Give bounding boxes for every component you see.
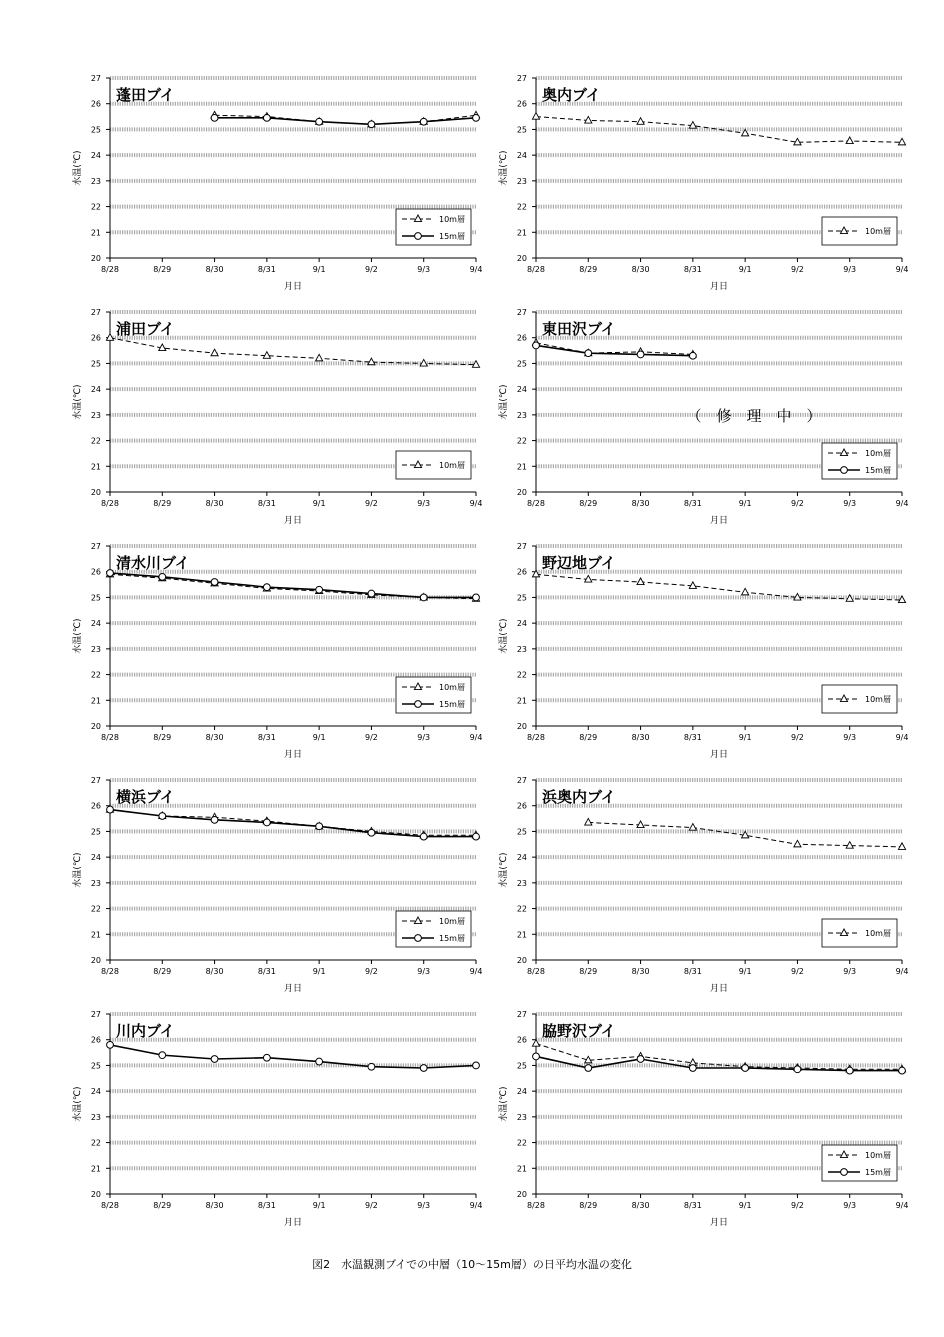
chart-3-x-tick-label: 9/1 [312, 499, 326, 508]
chart-2-legend-label: 10m層 [865, 227, 891, 236]
chart-5-y-tick-label: 26 [90, 567, 101, 577]
chart-1-y-tick-label: 22 [90, 202, 101, 212]
chart-9-x-tick-label: 9/3 [417, 1201, 431, 1210]
chart-1-y-tick-label: 26 [90, 99, 101, 109]
chart-2-x-tick-label: 8/29 [579, 265, 598, 274]
chart-7-y-tick-label: 26 [90, 801, 101, 811]
chart-4-y-tick-label: 23 [516, 410, 527, 420]
chart-1-legend-marker [415, 233, 422, 240]
chart-2-series-1-point [689, 122, 696, 129]
chart-7-legend-marker [415, 935, 422, 942]
chart-4-y-tick-label: 20 [516, 488, 527, 497]
chart-1-y-axis-label: 水温(℃) [73, 150, 83, 186]
chart-4-x-tick-label: 9/2 [790, 499, 804, 508]
chart-3-x-axis-label: 月日 [283, 516, 303, 526]
chart-10-x-axis-label: 月日 [709, 1218, 729, 1228]
chart-3-y-tick-label: 24 [90, 385, 101, 395]
chart-9-y-tick-label: 21 [90, 1164, 101, 1174]
chart-3-y-tick-label: 22 [90, 436, 101, 446]
chart-5-series-2-point [420, 594, 427, 601]
chart-9-y-tick-label: 27 [90, 1010, 101, 1019]
chart-10-title: 脇野沢ブイ [542, 1022, 616, 1040]
chart-2-y-tick-label: 22 [516, 202, 527, 212]
chart-1-series-2-point [368, 121, 375, 128]
chart-9-y-tick-label: 20 [90, 1190, 101, 1199]
chart-8-y-tick-label: 20 [516, 956, 527, 965]
chart-5-x-tick-label: 8/31 [257, 733, 276, 742]
chart-2-x-axis-label: 月日 [709, 282, 729, 292]
chart-1-y-tick-label: 23 [90, 176, 101, 186]
chart-4-legend-label: 15m層 [865, 466, 891, 475]
chart-2-y-tick-label: 24 [516, 151, 527, 161]
chart-6-x-tick-label: 8/31 [683, 733, 702, 742]
chart-6-y-axis-label: 水温(℃) [499, 618, 509, 654]
chart-10-x-tick-label: 8/29 [579, 1201, 598, 1210]
chart-8-x-tick-label: 8/31 [683, 967, 702, 976]
chart-8-series-1-point [637, 821, 644, 828]
chart-10-legend-label: 10m層 [865, 1151, 891, 1160]
chart-4-series-2-line [536, 345, 693, 355]
chart-4-x-tick-label: 8/29 [579, 499, 598, 508]
chart-2-x-tick-label: 8/28 [527, 265, 545, 274]
chart-2-x-tick-label: 9/3 [843, 265, 857, 274]
chart-3-series-1-point [263, 352, 270, 359]
chart-10-y-tick-label: 26 [516, 1035, 527, 1045]
chart-1-x-tick-label: 8/30 [205, 265, 224, 274]
chart-6-y-tick-label: 22 [516, 670, 527, 680]
chart-3-x-tick-label: 8/31 [257, 499, 276, 508]
chart-6-series-1-point [689, 582, 696, 589]
chart-10-series-2-point [637, 1056, 644, 1063]
chart-1-series-2-point [316, 118, 323, 125]
chart-9-y-tick-label: 23 [90, 1112, 101, 1122]
chart-1-y-tick-label: 20 [90, 254, 101, 263]
chart-3-y-tick-label: 25 [90, 359, 101, 369]
chart-7-y-tick-label: 21 [90, 930, 101, 940]
chart-1-x-tick-label: 9/3 [417, 265, 431, 274]
chart-6-y-tick-label: 25 [516, 593, 527, 603]
chart-3-series-1-point [211, 349, 218, 356]
chart-3-y-axis-label: 水温(℃) [73, 384, 83, 420]
chart-5-y-tick-label: 21 [90, 696, 101, 706]
chart-2-x-tick-label: 9/2 [790, 265, 804, 274]
chart-10-y-axis-label: 水温(℃) [499, 1086, 509, 1122]
chart-5-series-2-point [263, 584, 270, 591]
chart-9-x-axis-label: 月日 [283, 1218, 303, 1228]
chart-7-x-tick-label: 8/30 [205, 967, 224, 976]
chart-6-legend-label: 10m層 [865, 695, 891, 704]
chart-3-y-tick-label: 21 [90, 462, 101, 472]
chart-3-legend-label: 10m層 [439, 461, 465, 470]
chart-6-y-tick-label: 26 [516, 567, 527, 577]
chart-2-y-tick-label: 20 [516, 254, 527, 263]
chart-8-x-tick-label: 9/4 [895, 967, 909, 976]
chart-7-x-tick-label: 9/3 [417, 967, 431, 976]
chart-5-x-tick-label: 9/4 [469, 733, 483, 742]
chart-1-x-tick-label: 8/29 [153, 265, 172, 274]
chart-3-y-tick-label: 26 [90, 333, 101, 343]
chart-7-series-2-point [263, 819, 270, 826]
chart-8-x-tick-label: 9/3 [843, 967, 857, 976]
chart-1-y-tick-label: 27 [90, 74, 101, 83]
chart-5-series-2-point [368, 590, 375, 597]
chart-5-x-tick-label: 9/1 [312, 733, 326, 742]
chart-4-legend-marker [841, 467, 848, 474]
chart-4-y-tick-label: 22 [516, 436, 527, 446]
chart-1-series-2-point [211, 114, 218, 121]
chart-2-x-tick-label: 8/30 [631, 265, 650, 274]
chart-5-x-tick-label: 8/28 [101, 733, 119, 742]
chart-2-series-1-point [846, 137, 853, 144]
chart-1-x-tick-label: 9/2 [364, 265, 378, 274]
chart-5-x-tick-label: 8/30 [205, 733, 224, 742]
chart-7-series-2-point [420, 833, 427, 840]
chart-5-series-2-point [159, 573, 166, 580]
chart-6-y-tick-label: 23 [516, 644, 527, 654]
chart-1-x-tick-label: 9/4 [469, 265, 483, 274]
chart-9-series-1-point [159, 1052, 166, 1059]
chart-9-x-tick-label: 8/30 [205, 1201, 224, 1210]
chart-7-series-2-point [368, 829, 375, 836]
chart-8-x-tick-label: 8/30 [631, 967, 650, 976]
chart-6-y-tick-label: 21 [516, 696, 527, 706]
chart-9-x-tick-label: 9/1 [312, 1201, 326, 1210]
chart-5-y-tick-label: 23 [90, 644, 101, 654]
chart-3-series-1-point [420, 359, 427, 366]
chart-3-y-tick-label: 20 [90, 488, 101, 497]
chart-9-series-1-point [263, 1054, 270, 1061]
chart-9-series-1-point [368, 1063, 375, 1070]
chart-1-series-2-point [473, 114, 480, 121]
chart-9-y-tick-label: 25 [90, 1061, 101, 1071]
chart-5-y-axis-label: 水温(℃) [73, 618, 83, 654]
chart-4-x-tick-label: 8/31 [683, 499, 702, 508]
figure-caption: 図2 水温観測ブイでの中層（10～15m層）の日平均水温の変化 [312, 1258, 632, 1271]
chart-7-y-tick-label: 24 [90, 853, 101, 863]
chart-10-x-tick-label: 9/3 [843, 1201, 857, 1210]
chart-7-x-tick-label: 9/1 [312, 967, 326, 976]
chart-1-y-tick-label: 24 [90, 151, 101, 161]
chart-4-y-tick-label: 26 [516, 333, 527, 343]
chart-6-x-tick-label: 8/29 [579, 733, 598, 742]
chart-1-x-tick-label: 8/28 [101, 265, 119, 274]
chart-10-x-tick-label: 8/30 [631, 1201, 650, 1210]
chart-2-y-tick-label: 25 [516, 125, 527, 135]
chart-3-x-tick-label: 9/3 [417, 499, 431, 508]
chart-5-legend-label: 10m層 [439, 683, 465, 692]
chart-10-series-2-point [899, 1067, 906, 1074]
chart-6-x-tick-label: 9/1 [738, 733, 752, 742]
chart-5-legend-marker [415, 701, 422, 708]
chart-9-series-1-point [420, 1065, 427, 1072]
chart-7-x-tick-label: 8/29 [153, 967, 172, 976]
chart-5-series-2-point [211, 579, 218, 586]
chart-2-series-1-point [532, 113, 539, 120]
chart-9-series-1-point [473, 1062, 480, 1069]
chart-7-y-tick-label: 25 [90, 827, 101, 837]
chart-9-y-tick-label: 26 [90, 1035, 101, 1045]
chart-6-title: 野辺地ブイ [542, 554, 616, 572]
chart-7-series-2-point [159, 813, 166, 820]
chart-4-y-tick-label: 21 [516, 462, 527, 472]
chart-8-x-tick-label: 8/29 [579, 967, 598, 976]
chart-6-x-tick-label: 8/28 [527, 733, 545, 742]
chart-7-legend-label: 10m層 [439, 917, 465, 926]
chart-6-x-tick-label: 8/30 [631, 733, 650, 742]
chart-6-series-1-point [637, 578, 644, 585]
chart-6-y-tick-label: 20 [516, 722, 527, 731]
chart-7-series-2-point [473, 833, 480, 840]
chart-10-series-2-point [585, 1065, 592, 1072]
chart-4-annotation: （ 修 理 中 ） [686, 406, 822, 425]
chart-5-y-tick-label: 27 [90, 542, 101, 551]
chart-2-y-tick-label: 26 [516, 99, 527, 109]
chart-10-x-tick-label: 8/28 [527, 1201, 545, 1210]
chart-4-x-tick-label: 9/4 [895, 499, 909, 508]
chart-10-x-tick-label: 9/4 [895, 1201, 909, 1210]
chart-9-x-tick-label: 8/31 [257, 1201, 276, 1210]
chart-5-x-tick-label: 8/29 [153, 733, 172, 742]
chart-1-series-2-line [215, 118, 476, 124]
chart-10-y-tick-label: 21 [516, 1164, 527, 1174]
chart-4-y-tick-label: 27 [516, 308, 527, 317]
chart-1-y-tick-label: 21 [90, 228, 101, 238]
chart-8-y-tick-label: 23 [516, 878, 527, 888]
chart-2-y-tick-label: 27 [516, 74, 527, 83]
chart-8-series-1-point [898, 843, 905, 850]
chart-4-x-tick-label: 8/28 [527, 499, 545, 508]
chart-5-x-tick-label: 9/3 [417, 733, 431, 742]
chart-2-x-tick-label: 8/31 [683, 265, 702, 274]
chart-6-series-1-point [846, 595, 853, 602]
chart-6-y-tick-label: 24 [516, 619, 527, 629]
chart-10-series-2-point [794, 1066, 801, 1073]
chart-3-x-tick-label: 8/30 [205, 499, 224, 508]
chart-8-x-tick-label: 9/1 [738, 967, 752, 976]
chart-8-y-tick-label: 24 [516, 853, 527, 863]
chart-8-series-1-point [585, 818, 592, 825]
chart-1-legend-label: 15m層 [439, 232, 465, 241]
chart-2-x-tick-label: 9/1 [738, 265, 752, 274]
chart-9-series-1-point [316, 1058, 323, 1065]
chart-8-x-tick-label: 9/2 [790, 967, 804, 976]
chart-7-x-tick-label: 8/31 [257, 967, 276, 976]
chart-9-title: 川内ブイ [116, 1022, 175, 1040]
chart-5-series-2-point [473, 594, 480, 601]
chart-10-y-tick-label: 22 [516, 1138, 527, 1148]
chart-3-y-tick-label: 27 [90, 308, 101, 317]
chart-6-series-1-point [742, 588, 749, 595]
chart-7-y-tick-label: 22 [90, 904, 101, 914]
chart-2-series-1-point [585, 116, 592, 123]
chart-4-x-tick-label: 9/3 [843, 499, 857, 508]
chart-4-series-2-point [689, 352, 696, 359]
chart-2-title: 奥内ブイ [542, 86, 601, 104]
chart-7-title: 横浜ブイ [116, 788, 175, 806]
chart-3-y-tick-label: 23 [90, 410, 101, 420]
chart-6-x-tick-label: 9/4 [895, 733, 909, 742]
chart-10-series-2-point [689, 1065, 696, 1072]
chart-5-y-tick-label: 25 [90, 593, 101, 603]
chart-4-y-axis-label: 水温(℃) [499, 384, 509, 420]
chart-10-series-2-point [533, 1053, 540, 1060]
chart-3-title: 浦田ブイ [116, 320, 175, 338]
chart-5-series-2-point [316, 586, 323, 593]
chart-10-y-tick-label: 20 [516, 1190, 527, 1199]
chart-7-x-axis-label: 月日 [283, 984, 303, 994]
chart-4-series-2-point [585, 350, 592, 357]
chart-2-x-tick-label: 9/4 [895, 265, 909, 274]
chart-10-series-2-point [742, 1065, 749, 1072]
chart-4-x-tick-label: 8/30 [631, 499, 650, 508]
chart-5-y-tick-label: 24 [90, 619, 101, 629]
chart-9-series-1-point [107, 1041, 114, 1048]
chart-2-series-1-point [637, 118, 644, 125]
chart-3-x-tick-label: 8/29 [153, 499, 172, 508]
chart-1-x-tick-label: 9/1 [312, 265, 326, 274]
chart-1-series-2-point [420, 118, 427, 125]
chart-2-y-tick-label: 21 [516, 228, 527, 238]
chart-10-x-tick-label: 8/31 [683, 1201, 702, 1210]
chart-8-y-tick-label: 26 [516, 801, 527, 811]
chart-1-x-tick-label: 8/31 [257, 265, 276, 274]
chart-5-x-tick-label: 9/2 [364, 733, 378, 742]
chart-4-legend-label: 10m層 [865, 449, 891, 458]
chart-3-series-1-point [368, 358, 375, 365]
chart-1-x-axis-label: 月日 [283, 282, 303, 292]
chart-7-series-2-point [211, 816, 218, 823]
chart-7-series-2-point [107, 806, 114, 813]
chart-6-x-axis-label: 月日 [709, 750, 729, 760]
chart-7-y-tick-label: 27 [90, 776, 101, 785]
chart-6-x-tick-label: 9/2 [790, 733, 804, 742]
chart-9-x-tick-label: 9/4 [469, 1201, 483, 1210]
chart-10-series-2-point [846, 1067, 853, 1074]
chart-3-x-tick-label: 9/4 [469, 499, 483, 508]
chart-9-series-1-point [211, 1056, 218, 1063]
chart-10-x-tick-label: 9/2 [790, 1201, 804, 1210]
chart-4-series-2-point [637, 351, 644, 358]
chart-8-y-tick-label: 22 [516, 904, 527, 914]
chart-9-y-axis-label: 水温(℃) [73, 1086, 83, 1122]
chart-10-y-tick-label: 27 [516, 1010, 527, 1019]
chart-4-x-axis-label: 月日 [709, 516, 729, 526]
chart-3-series-1-point [316, 354, 323, 361]
chart-4-y-tick-label: 25 [516, 359, 527, 369]
chart-3-series-1-line [110, 338, 476, 365]
chart-4-series-2-point [533, 342, 540, 349]
chart-8-series-1-point [689, 824, 696, 831]
chart-7-x-tick-label: 9/4 [469, 967, 483, 976]
chart-4-y-tick-label: 24 [516, 385, 527, 395]
chart-6-y-tick-label: 27 [516, 542, 527, 551]
chart-8-y-tick-label: 27 [516, 776, 527, 785]
chart-7-y-tick-label: 23 [90, 878, 101, 888]
chart-2-y-axis-label: 水温(℃) [499, 150, 509, 186]
chart-8-legend-label: 10m層 [865, 929, 891, 938]
chart-8-y-axis-label: 水温(℃) [499, 852, 509, 888]
chart-5-y-tick-label: 20 [90, 722, 101, 731]
chart-8-series-1-point [846, 842, 853, 849]
chart-8-x-tick-label: 8/28 [527, 967, 545, 976]
chart-5-title: 清水川ブイ [116, 554, 190, 572]
chart-7-y-axis-label: 水温(℃) [73, 852, 83, 888]
chart-5-series-2-point [107, 570, 114, 577]
chart-7-series-2-point [316, 823, 323, 830]
chart-1-legend-label: 10m層 [439, 215, 465, 224]
chart-5-y-tick-label: 22 [90, 670, 101, 680]
chart-5-legend-label: 15m層 [439, 700, 465, 709]
chart-1-y-tick-label: 25 [90, 125, 101, 135]
chart-9-y-tick-label: 22 [90, 1138, 101, 1148]
chart-10-legend-label: 15m層 [865, 1168, 891, 1177]
chart-10-legend-marker [841, 1169, 848, 1176]
chart-8-y-tick-label: 21 [516, 930, 527, 940]
chart-1-title: 蓬田ブイ [116, 86, 175, 104]
chart-6-x-tick-label: 9/3 [843, 733, 857, 742]
chart-7-x-tick-label: 8/28 [101, 967, 119, 976]
chart-9-x-tick-label: 8/28 [101, 1201, 119, 1210]
chart-3-x-tick-label: 8/28 [101, 499, 119, 508]
chart-10-y-tick-label: 24 [516, 1087, 527, 1097]
chart-2-series-1-point [898, 138, 905, 145]
chart-1-series-2-point [263, 114, 270, 121]
chart-10-y-tick-label: 23 [516, 1112, 527, 1122]
chart-7-y-tick-label: 20 [90, 956, 101, 965]
chart-9-y-tick-label: 24 [90, 1087, 101, 1097]
chart-9-x-tick-label: 8/29 [153, 1201, 172, 1210]
chart-9-x-tick-label: 9/2 [364, 1201, 378, 1210]
chart-8-x-axis-label: 月日 [709, 984, 729, 994]
chart-10-y-tick-label: 25 [516, 1061, 527, 1071]
chart-8-y-tick-label: 25 [516, 827, 527, 837]
chart-7-legend-label: 15m層 [439, 934, 465, 943]
chart-3-x-tick-label: 9/2 [364, 499, 378, 508]
chart-7-x-tick-label: 9/2 [364, 967, 378, 976]
chart-4-x-tick-label: 9/1 [738, 499, 752, 508]
chart-4-title: 東田沢ブイ [542, 320, 616, 338]
chart-2-y-tick-label: 23 [516, 176, 527, 186]
chart-5-x-axis-label: 月日 [283, 750, 303, 760]
chart-8-title: 浜奥内ブイ [542, 788, 616, 806]
chart-10-x-tick-label: 9/1 [738, 1201, 752, 1210]
